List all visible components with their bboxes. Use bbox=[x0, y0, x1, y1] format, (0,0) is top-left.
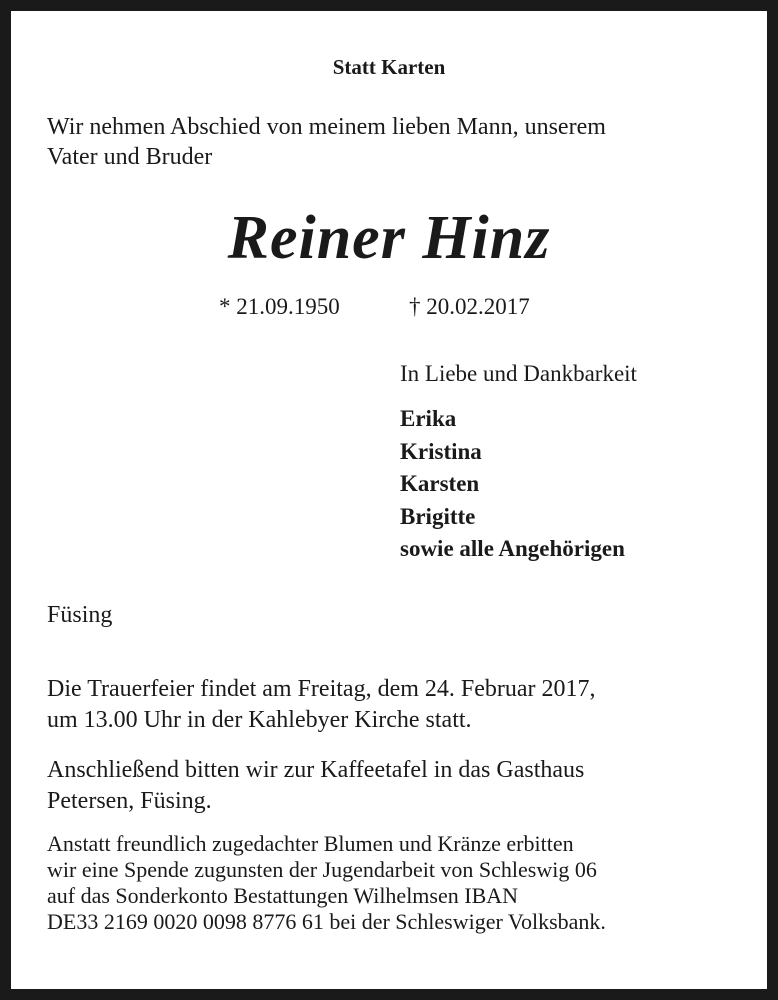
intro-text bbox=[47, 112, 747, 172]
obituary-notice bbox=[11, 11, 767, 989]
notice-heading: Statt Karten bbox=[332, 55, 446, 79]
reception-info bbox=[47, 755, 747, 817]
donation-line: wir eine Spende zugunsten der Jugendarbeit von Schleswig 06 bbox=[47, 857, 597, 882]
intro-line: Wir nehmen Abschied von meinem lieben Mann, unserem bbox=[47, 114, 606, 140]
place-name: Füsing bbox=[47, 602, 113, 628]
service-line: Die Trauerfeier findet am Freitag, dem 24. Februar 2017, bbox=[47, 676, 596, 702]
donation-info bbox=[47, 831, 733, 935]
service-line: um 13.00 Uhr in der Kahlebyer Kirche statt. bbox=[47, 707, 472, 733]
donation-line: DE33 2169 0020 0098 8776 61 bei der Schleswiger Volksbank. bbox=[47, 909, 606, 934]
death-date: † 20.02.2017 bbox=[409, 294, 530, 319]
reception-line: Anschließend bitten wir zur Kaffeetafel in das Gasthaus bbox=[47, 757, 585, 783]
donation-line: auf das Sonderkonto Bestattungen Wilhelmsen IBAN bbox=[47, 883, 519, 908]
reception-line: Petersen, Füsing. bbox=[47, 788, 212, 814]
mourner-name: Karsten bbox=[400, 471, 480, 496]
deceased-name: Reiner Hinz bbox=[227, 204, 551, 272]
intro-line: Vater und Bruder bbox=[47, 144, 213, 170]
mourner-name: Erika bbox=[400, 406, 457, 431]
service-info bbox=[47, 674, 747, 736]
mourner-name: Kristina bbox=[400, 438, 482, 464]
mourner-name: sowie alle Angehörigen bbox=[400, 536, 625, 561]
mourning-phrase: In Liebe und Dankbarkeit bbox=[400, 361, 637, 386]
mourners-list bbox=[400, 403, 625, 566]
birth-date: * 21.09.1950 bbox=[219, 294, 340, 319]
mourner-name: Brigitte bbox=[400, 503, 476, 529]
donation-line: Anstatt freundlich zugedachter Blumen und Kränze erbitten bbox=[47, 831, 574, 856]
